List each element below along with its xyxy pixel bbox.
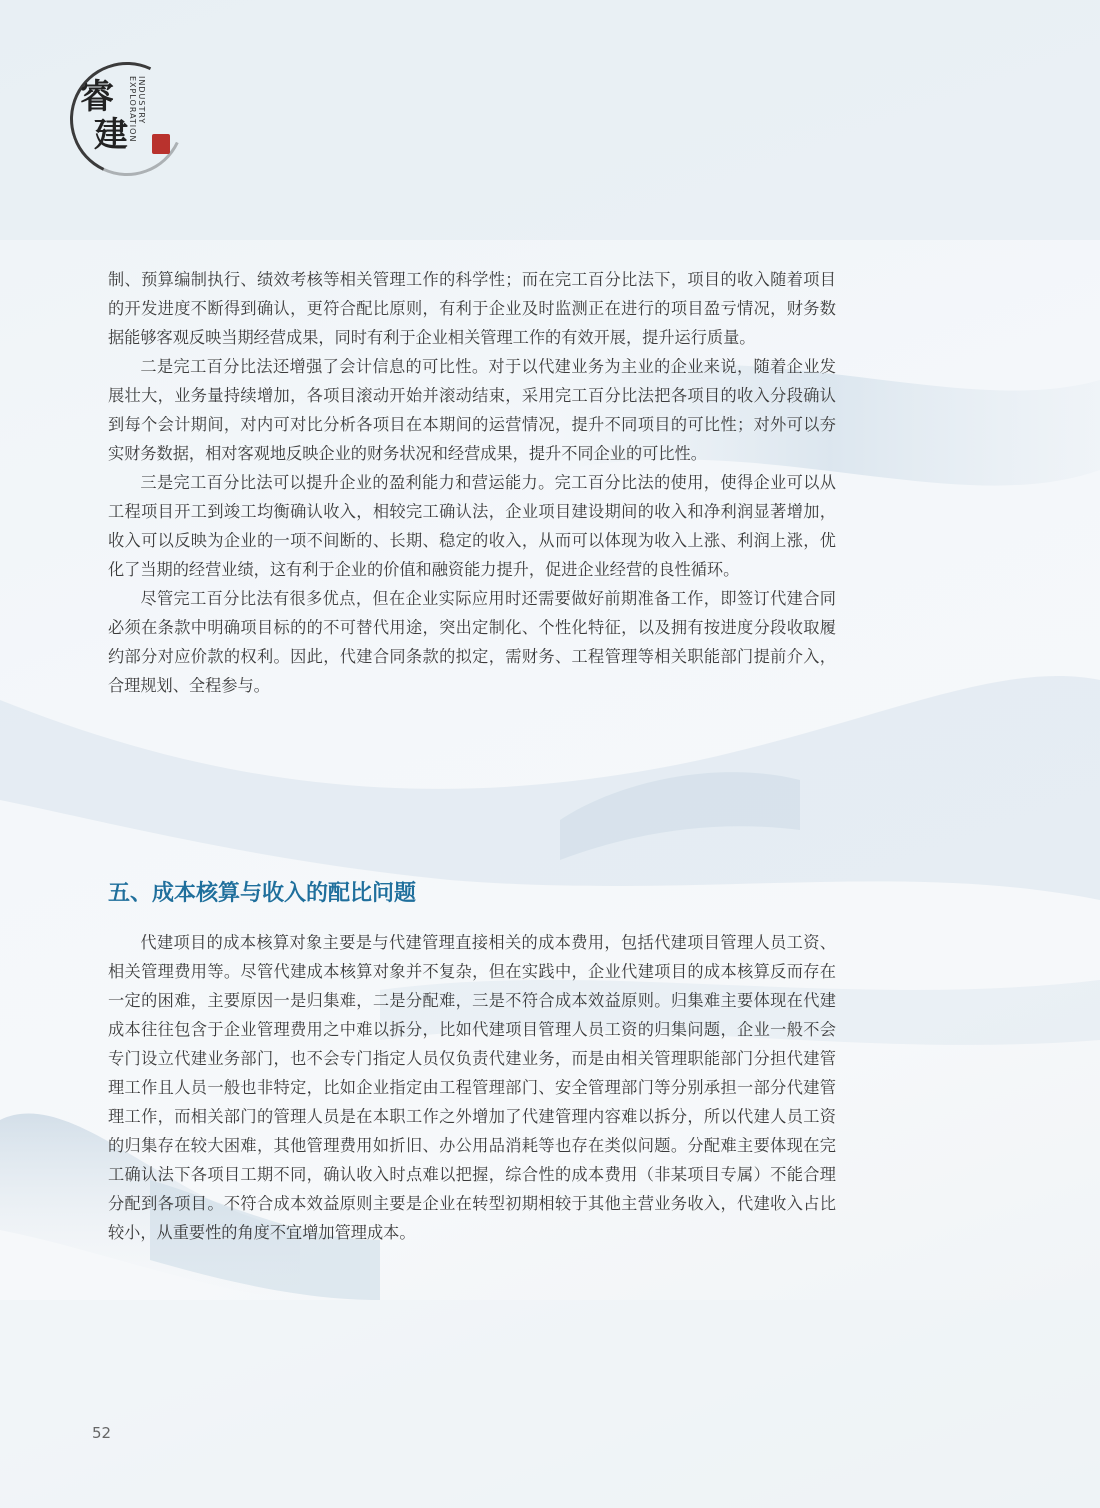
logo-english-line-2: EXPLORATION (128, 76, 137, 143)
paragraph-comparability: 二是完工百分比法还增强了会计信息的可比性。对于以代建业务为主业的企业来说，随着企业发展壮大，业务量持续增加，各项目滚动开始并滚动结束，采用完工百分比法把各项目的收入分段确认到每个会计期间，对内可对比分析各项目在本期间的运营情况，提升不同项目的可比性；对外可以夯实财务数据，相对客观地反映企业的财务状况和经营成果，提升不同企业的可比性。 (108, 357, 836, 463)
logo-english-line-1: INDUSTRY (137, 76, 146, 125)
section-heading: 五、成本核算与收入的配比问题 (108, 881, 417, 906)
logo-char-1: 睿 (80, 77, 114, 117)
page-number: 52 (92, 1424, 112, 1442)
body-text-top (108, 265, 836, 700)
red-seal-icon (152, 134, 170, 154)
logo-english-text (128, 76, 146, 142)
paragraph-preparation: 尽管完工百分比法有很多优点，但在企业实际应用时还需要做好前期准备工作，即签订代建合同必须在条款中明确项目标的的不可替代用途，突出定制化、个性化特征，以及拥有按进度分段收取履约部分对应价款的权利。因此，代建合同条款的拟定，需财务、工程管理等相关职能部门提前介入，合理规划、全程参与。 (108, 589, 836, 695)
paragraph-continued: 制、预算编制执行、绩效考核等相关管理工作的科学性；而在完工百分比法下，项目的收入随着项目的开发进度不断得到确认，更符合配比原则，有利于企业及时监测正在进行的项目盈亏情况，财务数据能够客观反映当期经营成果，同时有利于企业相关管理工作的有效开展，提升运行质量。 (108, 270, 836, 347)
logo-char-2: 建 (94, 115, 128, 155)
body-text-section (108, 928, 836, 1247)
paragraph-profitability: 三是完工百分比法可以提升企业的盈利能力和营运能力。完工百分比法的使用，使得企业可以从工程项目开工到竣工均衡确认收入，相较完工确认法，企业项目建设期间的收入和净利润显著增加，收入可以反映为企业的一项不间断的、长期、稳定的收入，从而可以体现为收入上涨、利润上涨，优化了当期的经营业绩，这有利于企业的价值和融资能力提升，促进企业经营的良性循环。 (108, 473, 836, 579)
paragraph-cost-accounting: 代建项目的成本核算对象主要是与代建管理直接相关的成本费用，包括代建项目管理人员工资、相关管理费用等。尽管代建成本核算对象并不复杂，但在实践中，企业代建项目的成本核算反而存在一定的困难，主要原因一是归集难，二是分配难，三是不符合成本效益原则。归集难主要体现在代建成本往往包含于企业管理费用之中难以拆分，比如代建项目管理人员工资的归集问题，企业一般不会专门设立代建业务部门，也不会专门指定人员仅负责代建业务，而是由相关管理职能部门分担代建管理工作且人员一般也非特定，比如企业指定由工程管理部门、安全管理部门等分别承担一部分代建管理工作，而相关部门的管理人员是在本职工作之外增加了代建管理内容难以拆分，所以代建人员工资的归集存在较大困难，其他管理费用如折旧、办公用品消耗等也存在类似问题。分配难主要体现在完工确认法下各项目工期不同，确认收入时点难以把握，综合性的成本费用（非某项目专属）不能合理分配到各项目。不符合成本效益原则主要是企业在转型初期相较于其他主营业务收入，代建收入占比较小，从重要性的角度不宜增加管理成本。 (108, 933, 836, 1242)
masthead-logo (70, 62, 180, 192)
